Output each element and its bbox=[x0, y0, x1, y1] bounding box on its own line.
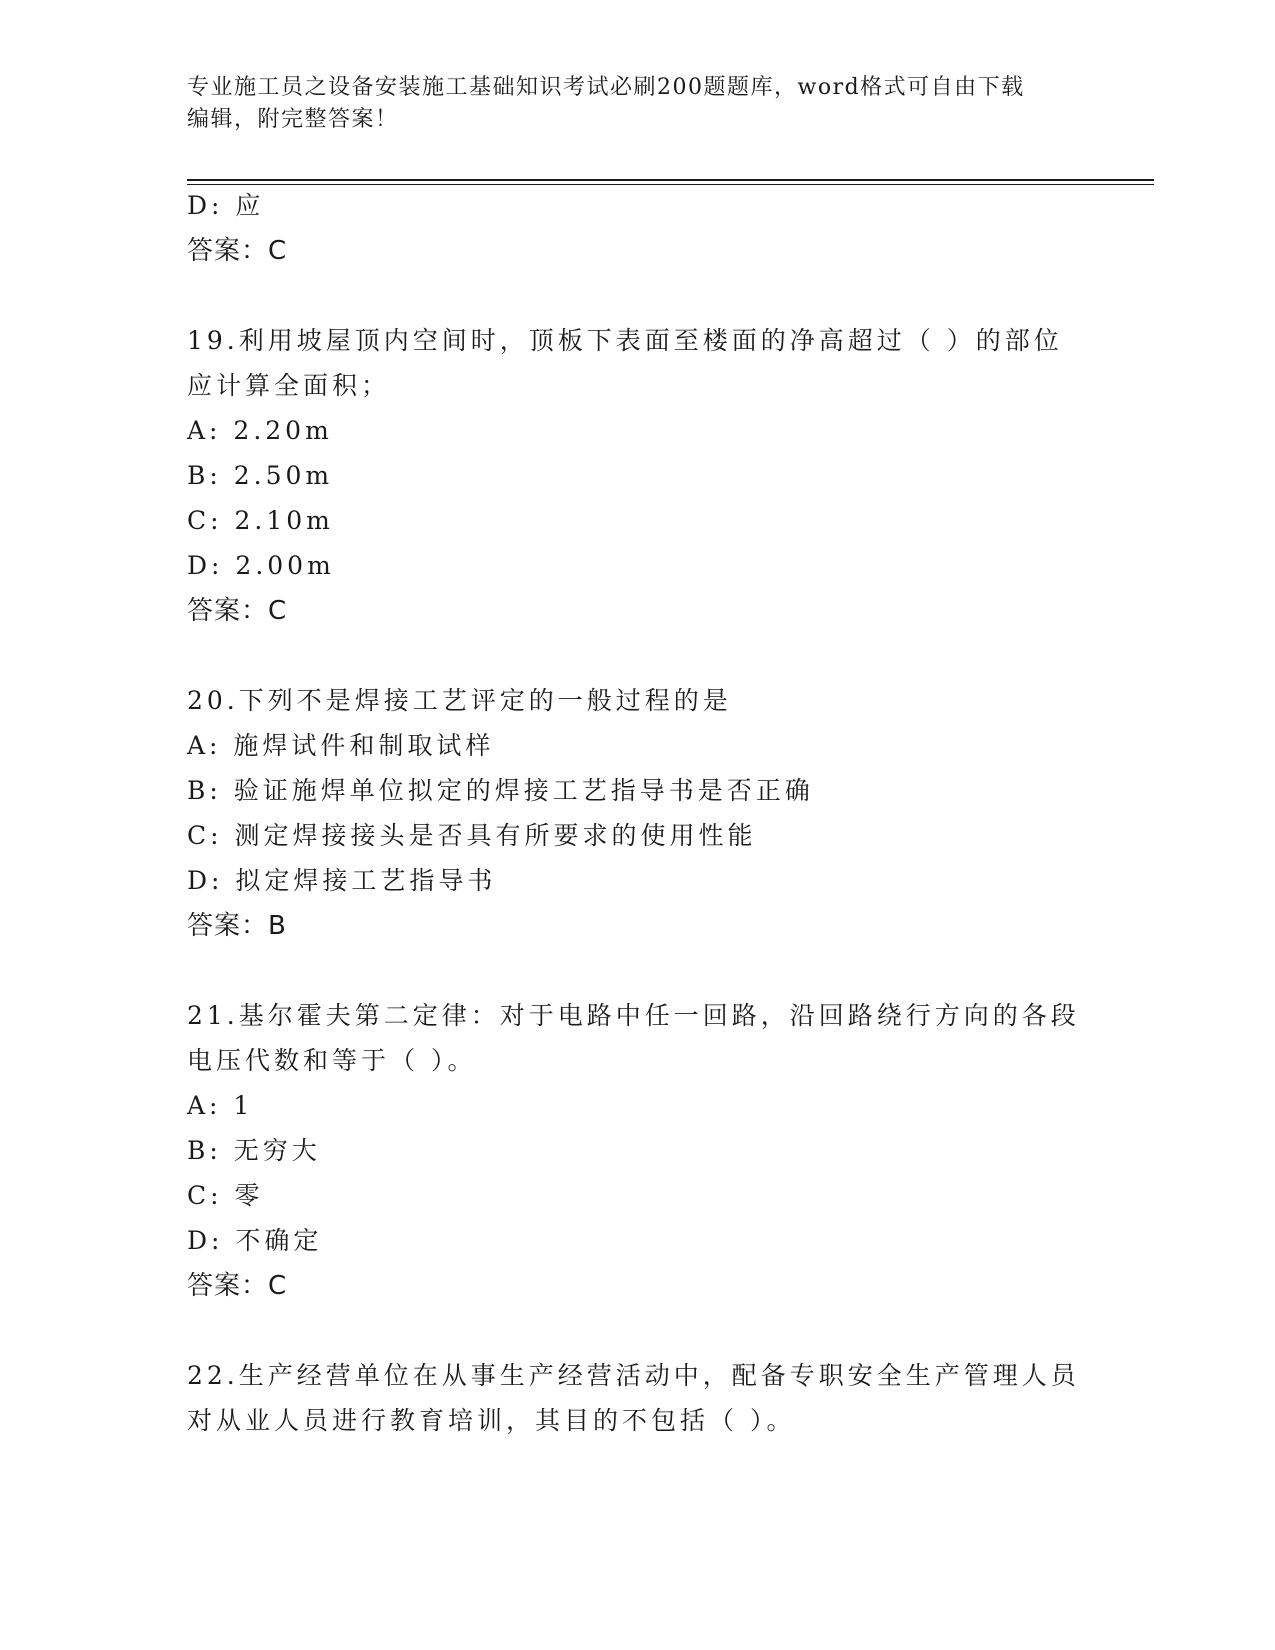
header-title-line2: 编辑，附完整答案！ bbox=[187, 107, 399, 132]
q21-answer: 答案：C bbox=[187, 1271, 288, 1301]
header-rule-thick bbox=[187, 179, 1154, 181]
q20-stem-line1: 20.下列不是焊接工艺评定的一般过程的是 bbox=[187, 686, 732, 715]
prev-answer: 答案：C bbox=[187, 236, 288, 266]
q19-answer: 答案：C bbox=[187, 596, 288, 626]
q21-option-c: C: 零 bbox=[187, 1181, 264, 1210]
q20-option-b: B: 验证施焊单位拟定的焊接工艺指导书是否正确 bbox=[187, 776, 814, 805]
q19-option-a: A: 2.20m bbox=[187, 416, 333, 445]
q21-stem-line1: 21.基尔霍夫第二定律：对于电路中任一回路，沿回路绕行方向的各段 bbox=[187, 1001, 1080, 1030]
q20-option-d: D: 拟定焊接工艺指导书 bbox=[187, 866, 497, 895]
header-rule-thin bbox=[187, 184, 1154, 185]
q19-option-b: B: 2.50m bbox=[187, 461, 334, 490]
q21-stem-line2: 电压代数和等于（ ）。 bbox=[187, 1046, 477, 1075]
q19-option-d: D: 2.00m bbox=[187, 551, 335, 580]
q20-answer: 答案：B bbox=[187, 911, 287, 941]
q19-stem-line1: 19.利用坡屋顶内空间时，顶板下表面至楼面的净高超过（ ）的部位 bbox=[187, 326, 1063, 355]
q21-option-a: A: 1 bbox=[187, 1091, 254, 1120]
q22-stem-line1: 22.生产经营单位在从事生产经营活动中，配备专职安全生产管理人员 bbox=[187, 1361, 1080, 1390]
q22-stem-line2: 对从业人员进行教育培训，其目的不包括（ ）。 bbox=[187, 1406, 796, 1435]
q20-option-c: C: 测定焊接接头是否具有所要求的使用性能 bbox=[187, 821, 757, 850]
q20-option-a: A: 施焊试件和制取试样 bbox=[187, 731, 495, 760]
prev-option-d: D: 应 bbox=[187, 191, 265, 220]
q21-option-b: B: 无穷大 bbox=[187, 1136, 321, 1165]
q21-option-d: D: 不确定 bbox=[187, 1226, 323, 1255]
document-header bbox=[187, 72, 1087, 136]
q19-stem-line2: 应计算全面积； bbox=[187, 371, 391, 400]
header-title-line1: 专业施工员之设备安装施工基础知识考试必刷200题题库，word格式可自由下载 bbox=[187, 75, 1025, 100]
q19-option-c: C: 2.10m bbox=[187, 506, 334, 535]
